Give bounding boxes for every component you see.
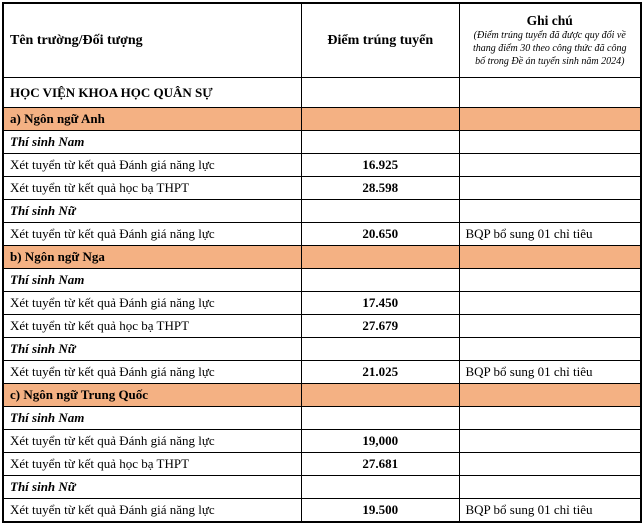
row-label: Thí sinh Nam	[3, 269, 302, 292]
note-cell	[459, 407, 641, 430]
table-row	[3, 315, 641, 338]
score-cell	[302, 384, 459, 407]
row-label: Xét tuyển từ kết quả Đánh giá năng lực	[3, 499, 302, 522]
score-cell: 17.450	[302, 292, 459, 315]
note-cell	[459, 292, 641, 315]
note-cell	[459, 384, 641, 407]
row-label: Xét tuyển từ kết quả Đánh giá năng lực	[3, 154, 302, 177]
score-table-body	[3, 78, 641, 522]
score-cell: 16.925	[302, 154, 459, 177]
note-cell	[459, 430, 641, 453]
score-cell: 27.679	[302, 315, 459, 338]
table-row	[3, 269, 641, 292]
row-label: Thí sinh Nữ	[3, 476, 302, 499]
note-cell: BQP bổ sung 01 chỉ tiêu	[459, 499, 641, 522]
table-row	[3, 131, 641, 154]
table-row	[3, 246, 641, 269]
score-cell	[302, 131, 459, 154]
score-cell	[302, 269, 459, 292]
row-label: Xét tuyển từ kết quả Đánh giá năng lực	[3, 292, 302, 315]
table-row	[3, 223, 641, 246]
table-row	[3, 407, 641, 430]
header-row	[3, 3, 641, 78]
score-cell	[302, 407, 459, 430]
note-cell	[459, 177, 641, 200]
row-label: Xét tuyển từ kết quả Đánh giá năng lực	[3, 430, 302, 453]
score-cell: 20.650	[302, 223, 459, 246]
note-cell	[459, 338, 641, 361]
row-label: Xét tuyển từ kết quả học bạ THPT	[3, 453, 302, 476]
table-row	[3, 453, 641, 476]
table-row	[3, 200, 641, 223]
score-cell	[302, 200, 459, 223]
row-label: Thí sinh Nam	[3, 407, 302, 430]
note-cell	[459, 108, 641, 131]
header-note-subtitle: (Điểm trúng tuyển đã được quy đổi về thang điểm 30 theo công thức đã công bố trong Đề án tuyển sinh năm 2024)	[473, 29, 627, 67]
table-row	[3, 430, 641, 453]
row-label: a) Ngôn ngữ Anh	[3, 108, 302, 131]
table-row	[3, 384, 641, 407]
row-label: Thí sinh Nữ	[3, 338, 302, 361]
table-row	[3, 108, 641, 131]
note-cell: BQP bổ sung 01 chỉ tiêu	[459, 361, 641, 384]
note-cell	[459, 246, 641, 269]
score-cell: 21.025	[302, 361, 459, 384]
score-cell: 27.681	[302, 453, 459, 476]
score-cell	[302, 108, 459, 131]
score-cell	[302, 246, 459, 269]
note-cell	[459, 131, 641, 154]
table-row	[3, 361, 641, 384]
table-row	[3, 476, 641, 499]
note-cell: BQP bổ sung 01 chỉ tiêu	[459, 223, 641, 246]
score-cell	[302, 476, 459, 499]
note-cell	[459, 315, 641, 338]
table-row	[3, 338, 641, 361]
score-cell: 19.500	[302, 499, 459, 522]
admission-score-table	[2, 2, 642, 523]
table-row	[3, 292, 641, 315]
row-label: Xét tuyển từ kết quả Đánh giá năng lực	[3, 361, 302, 384]
score-cell	[302, 338, 459, 361]
table-row	[3, 154, 641, 177]
row-label: Xét tuyển từ kết quả học bạ THPT	[3, 315, 302, 338]
row-label: Xét tuyển từ kết quả học bạ THPT	[3, 177, 302, 200]
header-note	[459, 3, 641, 78]
row-label: c) Ngôn ngữ Trung Quốc	[3, 384, 302, 407]
table-row	[3, 78, 641, 108]
header-note-title: Ghi chú	[526, 13, 573, 29]
header-school-object: Tên trường/Đối tượng	[3, 3, 302, 78]
table-row	[3, 499, 641, 522]
score-cell	[302, 78, 459, 108]
score-cell: 19,000	[302, 430, 459, 453]
note-cell	[459, 453, 641, 476]
note-cell	[459, 154, 641, 177]
note-cell	[459, 200, 641, 223]
row-label: b) Ngôn ngữ Nga	[3, 246, 302, 269]
row-label: Xét tuyển từ kết quả Đánh giá năng lực	[3, 223, 302, 246]
note-cell	[459, 78, 641, 108]
row-label: Thí sinh Nam	[3, 131, 302, 154]
table-header	[3, 3, 641, 78]
row-label: Thí sinh Nữ	[3, 200, 302, 223]
row-label: HỌC VIỆN KHOA HỌC QUÂN SỰ	[3, 78, 302, 108]
note-cell	[459, 476, 641, 499]
note-cell	[459, 269, 641, 292]
header-admission-score: Điểm trúng tuyển	[302, 3, 459, 78]
score-cell: 28.598	[302, 177, 459, 200]
table-row	[3, 177, 641, 200]
